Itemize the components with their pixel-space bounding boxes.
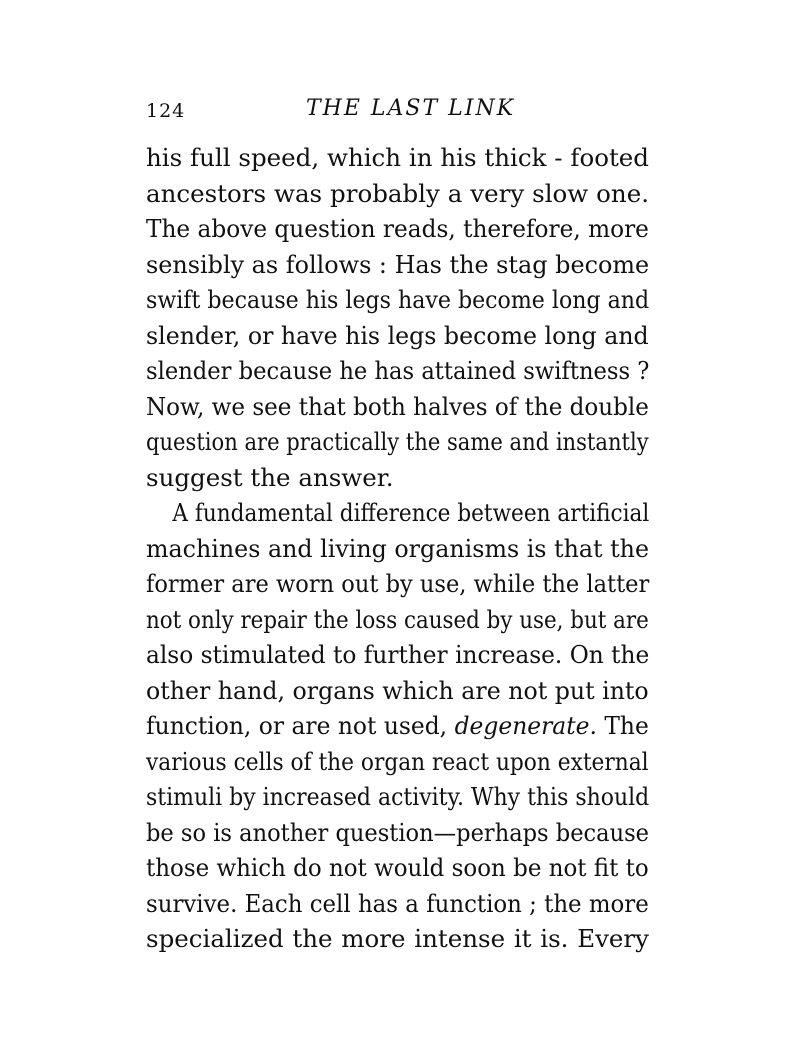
text-line: be so is another question—perhaps because: [146, 817, 649, 847]
body-text: [146, 140, 649, 957]
running-head: THE LAST LINK: [306, 96, 516, 121]
text-line: swift because his legs have become long and: [146, 285, 650, 314]
text-line: slender, or have his legs become long and: [146, 320, 649, 350]
text-segment: The: [604, 711, 649, 740]
text-line: suggest the answer.: [146, 462, 394, 492]
text-line: various cells of the organ react upon external: [146, 746, 649, 776]
text-line: survive. Each cell has a function ; the more: [146, 888, 649, 918]
text-line: his full speed, which in his thick - footed: [146, 143, 649, 172]
text-line: not only repair the loss caused by use, but are: [146, 604, 649, 634]
text-line: former are worn out by use, while the latter: [146, 569, 650, 598]
text-line: The above question reads, therefore, more: [146, 214, 649, 243]
text-line: ancestors was probably a very slow one.: [146, 178, 649, 208]
text-line: other hand, organs which are not put into: [146, 675, 649, 705]
text-line: question are practically the same and instantly: [146, 427, 649, 456]
text-line: stimuli by increased activity. Why this should: [146, 782, 650, 811]
text-line: sensibly as follows : Has the stag become: [146, 249, 650, 279]
text-line: Now, we see that both halves of the double: [146, 391, 649, 421]
text-segment: function, or are not used,: [146, 711, 448, 740]
text-line: slender because he has attained swiftness ?: [146, 356, 650, 385]
emphasized-word: degenerate.: [454, 711, 597, 740]
page-number: 124: [146, 100, 186, 122]
text-line: machines and living organisms is that the: [146, 533, 650, 563]
text-line: those which do not would soon be not fit to: [146, 853, 649, 882]
text-line-with-emphasis: [146, 708, 649, 744]
text-line: A fundamental difference between artificial: [172, 498, 650, 527]
text-line: also stimulated to further increase. On the: [146, 640, 650, 669]
page-header: [146, 96, 656, 126]
text-line: specialized the more intense it is. Every: [146, 924, 649, 953]
